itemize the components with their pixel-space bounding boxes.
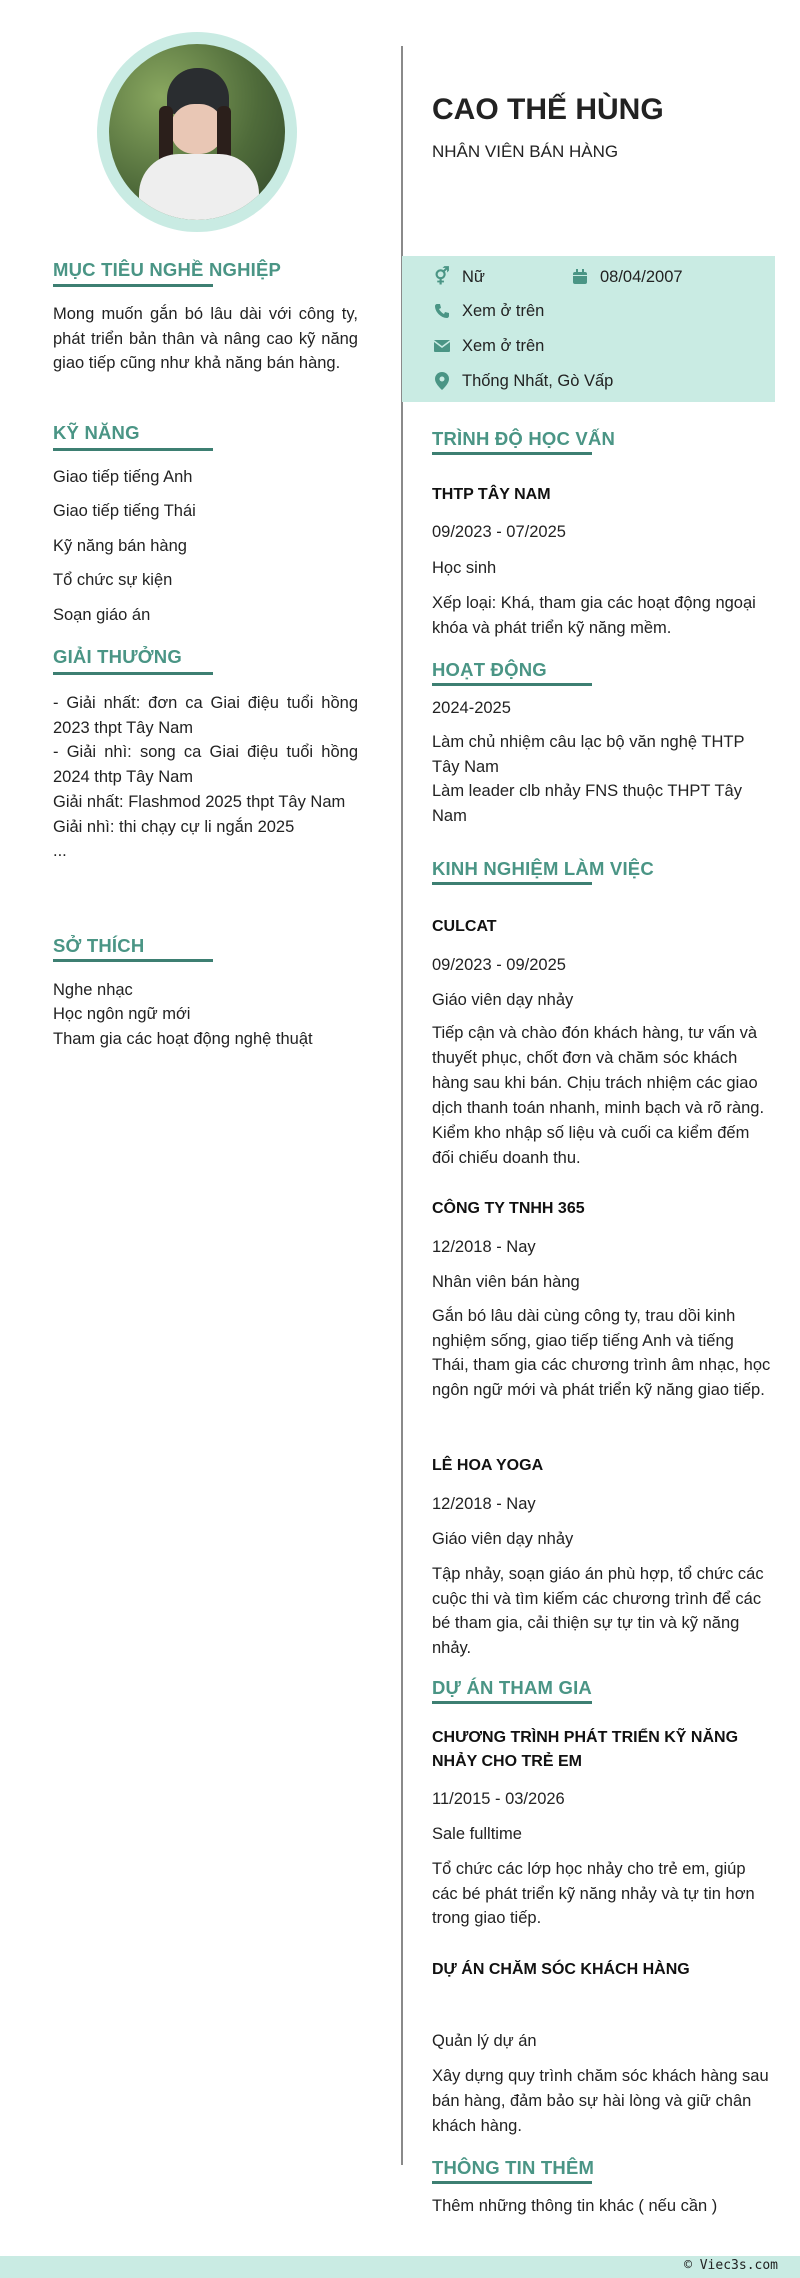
heading-underline — [53, 284, 213, 287]
heading-underline — [432, 1701, 592, 1704]
award-item: - Giải nhì: song ca Giai điệu tuổi hồng 2024 thtp Tây Nam — [53, 743, 358, 787]
objective-text: Mong muốn gắn bó lâu dài với công ty, phát triển bản thân và nâng cao kỹ năng giao tiếp cũng như khả năng bán hàng. — [53, 305, 358, 372]
phone-icon — [432, 301, 452, 321]
hobbies-heading: SỞ THÍCH — [53, 935, 145, 956]
job-company: LÊ HOA YOGA — [432, 1457, 544, 1474]
project-name: DỰ ÁN CHĂM SÓC KHÁCH HÀNG — [432, 1961, 690, 1978]
heading-underline — [432, 2181, 592, 2184]
job-role: Nhân viên bán hàng — [432, 1273, 580, 1291]
skills-heading: KỸ NĂNG — [53, 422, 140, 443]
job-title: NHÂN VIÊN BÁN HÀNG — [432, 142, 619, 161]
hobby-item: Nghe nhạc — [53, 981, 133, 999]
job-role: Giáo viên dạy nhảy — [432, 991, 574, 1009]
award-item: - Giải nhất: đơn ca Giai điệu tuổi hồng 2023 thpt Tây Nam — [53, 694, 358, 737]
awards-list — [53, 691, 358, 864]
activities-period: 2024-2025 — [432, 699, 511, 717]
job-period: 12/2018 - Nay — [432, 1495, 536, 1513]
project-name: CHƯƠNG TRÌNH PHÁT TRIỂN KỸ NĂNG NHẢY CHO TRẺ EM — [432, 1729, 739, 1770]
heading-underline — [53, 672, 213, 675]
project-desc: Xây dựng quy trình chăm sóc khách hàng sau bán hàng, đảm bảo sự hài lòng và giữ chân khách hàng. — [432, 2067, 769, 2135]
dob-value: 08/04/2007 — [600, 268, 683, 286]
candidate-name: CAO THẾ HÙNG — [432, 93, 664, 126]
project-desc: Tổ chức các lớp học nhảy cho trẻ em, giúp các bé phát triển kỹ năng nhảy và tự tin hơn trong giao tiếp. — [432, 1860, 755, 1927]
job-period: 09/2023 - 09/2025 — [432, 956, 566, 974]
email-icon — [432, 336, 452, 356]
education-role: Học sinh — [432, 559, 497, 577]
award-item: Giải nhì: thi chạy cự li ngắn 2025 — [53, 817, 295, 836]
activities-heading: HOẠT ĐỘNG — [432, 659, 547, 680]
footer-band — [0, 2256, 800, 2278]
phone-value: Xem ở trên — [462, 302, 545, 320]
project-period: 11/2015 - 03/2026 — [432, 1790, 565, 1808]
job-desc: Gắn bó lâu dài cùng công ty, trau dồi kinh nghiệm sống, giao tiếp tiếng Anh và tiếng Thái, tham gia các chương trình âm nhạc, học ngôn ngữ mới và phát triển kỹ năng giao tiếp. — [432, 1307, 771, 1399]
project-role: Quản lý dự án — [432, 2032, 537, 2050]
awards-heading: GIẢI THƯỞNG — [53, 646, 182, 667]
footer-credit: © Viec3s.com — [684, 2258, 778, 2273]
heading-underline — [432, 882, 592, 885]
hobby-item: Học ngôn ngữ mới — [53, 1005, 191, 1023]
location-icon — [432, 371, 452, 391]
education-period: 09/2023 - 07/2025 — [432, 523, 566, 541]
heading-underline — [53, 448, 213, 451]
education-heading: TRÌNH ĐỘ HỌC VẤN — [432, 428, 616, 449]
activity-item: Làm chủ nhiệm câu lạc bộ văn nghệ THTP Tây Nam — [432, 733, 745, 776]
skill-item: Tổ chức sự kiện — [53, 571, 173, 589]
email-value: Xem ở trên — [462, 337, 545, 355]
gender-value: Nữ — [462, 268, 485, 286]
award-item: ... — [53, 842, 67, 861]
education-desc: Xếp loại: Khá, tham gia các hoạt động ngoại khóa và phát triển kỹ năng mềm. — [432, 594, 756, 637]
projects-heading: DỰ ÁN THAM GIA — [432, 1677, 592, 1698]
avatar — [97, 32, 297, 232]
skill-item: Soạn giáo án — [53, 606, 151, 624]
job-desc: Tiếp cận và chào đón khách hàng, tư vấn và thuyết phục, chốt đơn và chăm sóc khách hàng sau khi bán. Chịu trách nhiệm các giao dịch thanh toán nhanh, minh bạch và rõ ràng. Kiểm kho nhập số liệu và cuối ca kiểm đếm đối chiếu doanh thu. — [432, 1024, 765, 1167]
job-period: 12/2018 - Nay — [432, 1238, 536, 1256]
contact-panel — [402, 256, 775, 402]
objective-heading: MỤC TIÊU NGHỀ NGHIỆP — [53, 259, 282, 280]
skill-item: Giao tiếp tiếng Anh — [53, 468, 193, 486]
address-value: Thống Nhất, Gò Vấp — [462, 372, 614, 390]
school-name: THTP TÂY NAM — [432, 486, 551, 503]
extra-heading: THÔNG TIN THÊM — [432, 2157, 595, 2178]
profile-photo — [109, 44, 285, 220]
heading-underline — [432, 683, 592, 686]
heading-underline — [53, 959, 213, 962]
award-item: Giải nhất: Flashmod 2025 thpt Tây Nam — [53, 792, 346, 811]
job-company: CULCAT — [432, 918, 497, 935]
calendar-icon — [570, 267, 590, 287]
job-desc: Tập nhảy, soạn giáo án phù hợp, tổ chức các cuộc thi và tìm kiếm các chương trình để các bé tham gia, cải thiện sự tự tin và kỹ năng nhảy. — [432, 1565, 764, 1658]
gender-icon: ⚥ — [434, 267, 450, 286]
experience-heading: KINH NGHIỆM LÀM VIỆC — [432, 858, 654, 879]
hobby-item: Tham gia các hoạt động nghệ thuật — [53, 1030, 313, 1048]
job-company: CÔNG TY TNHH 365 — [432, 1200, 585, 1217]
activity-item: Làm leader clb nhảy FNS thuộc THPT Tây Nam — [432, 782, 742, 825]
project-role: Sale fulltime — [432, 1825, 522, 1843]
skill-item: Giao tiếp tiếng Thái — [53, 502, 196, 520]
skill-item: Kỹ năng bán hàng — [53, 537, 187, 555]
job-role: Giáo viên dạy nhảy — [432, 1530, 574, 1548]
heading-underline — [432, 452, 592, 455]
extra-text: Thêm những thông tin khác ( nếu cần ) — [432, 2197, 718, 2215]
